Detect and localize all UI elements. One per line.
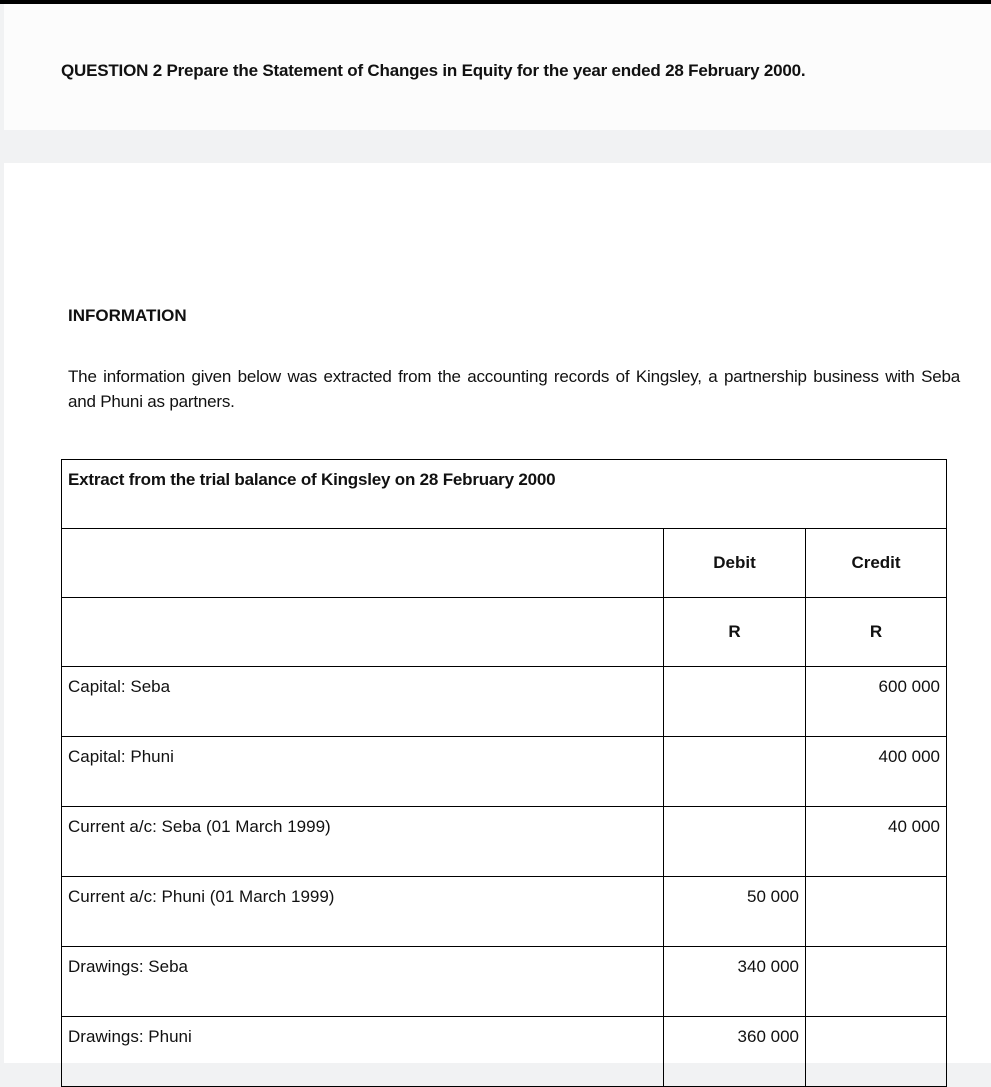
question-page — [4, 4, 991, 130]
row-credit — [806, 877, 947, 947]
row-credit: 600 000 — [806, 667, 947, 737]
table-header-row — [62, 529, 947, 598]
row-debit — [664, 737, 806, 807]
table-row — [62, 737, 947, 807]
table-row — [62, 877, 947, 947]
unit-cell-blank — [62, 598, 664, 667]
row-credit — [806, 947, 947, 1017]
information-page — [4, 163, 991, 1063]
row-label: Capital: Seba — [62, 667, 664, 737]
header-cell-credit: Credit — [806, 529, 947, 598]
information-heading: INFORMATION — [68, 306, 187, 325]
row-label: Drawings: Seba — [62, 947, 664, 1017]
row-credit: 40 000 — [806, 807, 947, 877]
information-text: The information given below was extracted from the accounting records of Kingsley, a partnership business with Seba and Phuni as partners. — [68, 367, 960, 411]
row-label: Current a/c: Phuni (01 March 1999) — [62, 877, 664, 947]
row-credit: 400 000 — [806, 737, 947, 807]
row-label: Current a/c: Seba (01 March 1999) — [62, 807, 664, 877]
unit-cell-credit: R — [806, 598, 947, 667]
table-unit-row — [62, 598, 947, 667]
table-caption: Extract from the trial balance of Kingsley on 28 February 2000 — [62, 460, 947, 529]
row-label: Drawings: Phuni — [62, 1017, 664, 1087]
header-cell-blank — [62, 529, 664, 598]
unit-cell-debit: R — [664, 598, 806, 667]
header-cell-debit: Debit — [664, 529, 806, 598]
table-row — [62, 1017, 947, 1087]
row-debit: 50 000 — [664, 877, 806, 947]
row-label: Capital: Phuni — [62, 737, 664, 807]
table-caption-row — [62, 460, 947, 529]
row-debit: 340 000 — [664, 947, 806, 1017]
question-text: QUESTION 2 Prepare the Statement of Changes in Equity for the year ended 28 February 2000. — [61, 61, 806, 80]
trial-balance-table — [61, 459, 947, 1087]
row-credit — [806, 1017, 947, 1087]
table-row — [62, 807, 947, 877]
table-row — [62, 667, 947, 737]
table-row — [62, 947, 947, 1017]
row-debit — [664, 807, 806, 877]
row-debit: 360 000 — [664, 1017, 806, 1087]
row-debit — [664, 667, 806, 737]
